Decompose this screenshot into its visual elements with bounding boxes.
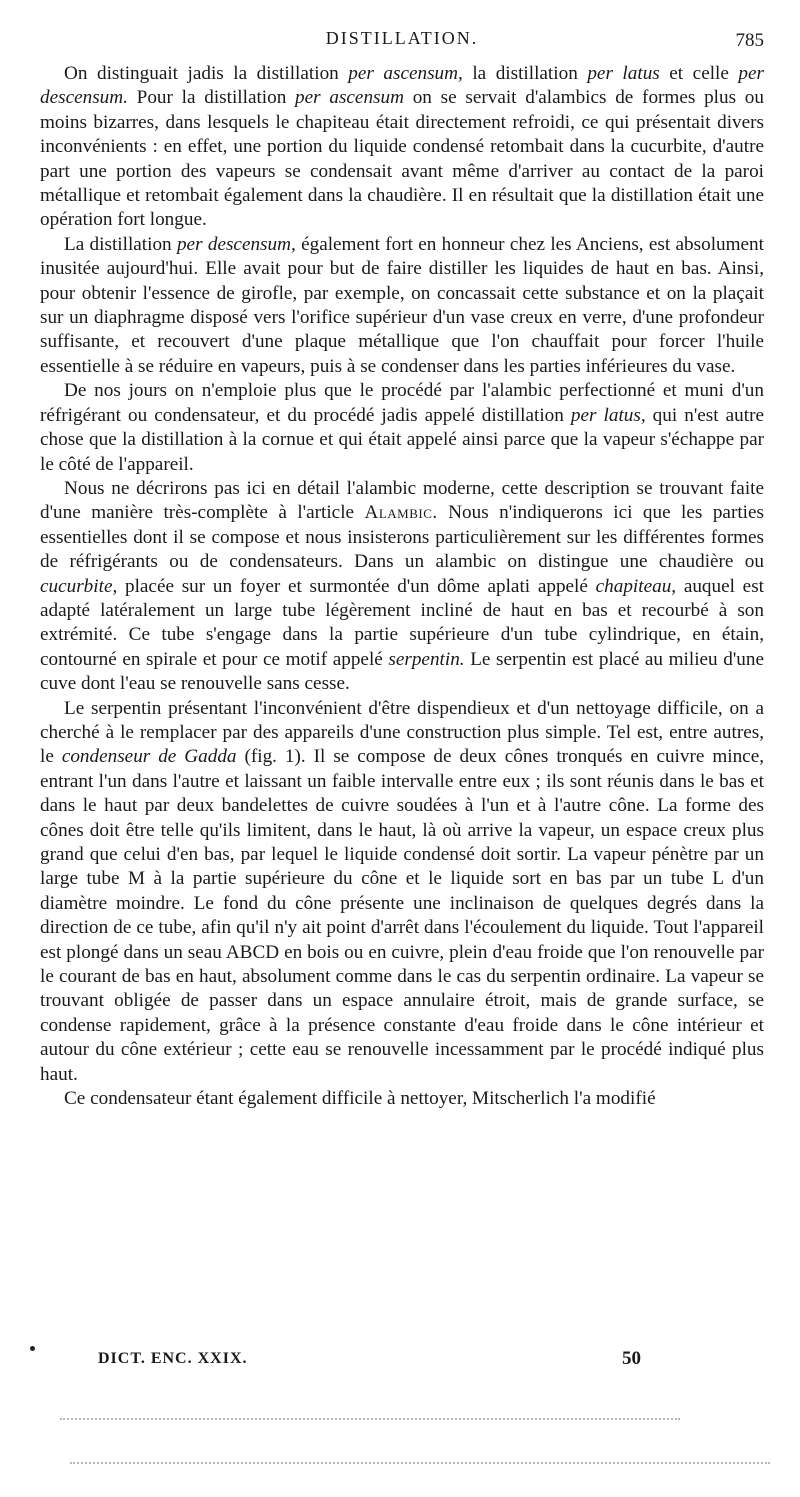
sheet-signature: DICT. ENC. XXIX. [98, 1350, 248, 1367]
italic-run: chapiteau, [595, 575, 677, 597]
italic-run: condenseur de Gadda [61, 746, 237, 768]
text-run: on se servait d'alambics de formes plus ou moins bizarres, dans lesquels le chapiteau était directement refroidi, ce qui présentait divers inconvénients : en effet, une portion du liquide condensé retombait dans la cucurbite, d'autre part une portion des vapeurs se condensait avant même d'arriver au contact de la paroi métallique et retombait également dans la chaudière. Il en résultait que la distillation était une opération fort longue. [40, 87, 764, 231]
text-run: (fig. 1). Il se compose de deux cônes tronqués en cuivre mince, entrant l'un dans l'autre et laissant un faible intervalle entre eux ; ils sont réunis dans le bas et dans le haut par deux bandelettes de cuivre soudées à l'un et à l'autre cône. La forme des cônes doit être telle qu'ils limitent, dans le haut, là où arrive la vapeur, un espace creux plus grand que celui d'en bas, par lequel le liquide condensé doit sortir. La vapeur pénètre par un large tube M à la partie supérieure du cône et le liquide sort en bas par un tube L d'un diamètre moindre. Le fond du cône présente une inclinaison de quelques degrés dans la direction de ce tube, afin qu'il n'y ait point d'arrêt dans l'écoulement du liquide. Tout l'appareil est plongé dans un seau ABCD en bois ou en cuivre, plein d'eau froide que l'on renouvelle par le courant de bas en haut, absolument comme dans le cas du serpentin ordinaire. La vapeur se trouvant obligée de passer dans un espace annulaire étroit, mais de grande surface, se condense rapidement, grâce à la présence constante d'eau froide dans le cône intérieur et autour du cône extérieur ; cette eau se renouvelle incessamment par le procédé indiqué plus haut. [40, 746, 765, 1085]
page-header [40, 28, 764, 58]
running-title: DISTILLATION. [325, 28, 479, 48]
text-run: Pour la distillation [127, 87, 296, 109]
italic-run: cucurbite, [40, 575, 118, 597]
text-run: placée sur un foyer et surmontée d'un dôme aplati appelé [117, 575, 596, 597]
page-number: 785 [735, 30, 764, 51]
italic-run: per descensum. [40, 63, 764, 109]
text-run: De nos jours on n'emploie plus que le procédé par l'alambic perfectionné et muni d'un réfrigérant ou condensateur, et du procédé jadis appelé distillation [40, 380, 764, 426]
text-run: Nous n'indiquerons ici que les parties essentielles dont il se compose et nous insisterons particulièrement sur les différentes formes de réfrigérants ou de condensateurs. Dans un alambic on distingue une chaudière ou [40, 502, 764, 573]
text-run: et celle [659, 63, 739, 84]
margin-dot [30, 1346, 35, 1351]
text-run: Le serpentin est placé au milieu d'une cuve dont l'eau se renouvelle sans cesse. [40, 648, 764, 695]
paragraph-5 [40, 697, 764, 1088]
paragraph-4 [40, 477, 764, 697]
paragraph-2 [40, 233, 764, 379]
text-run: également fort en honneur chez les Anciens, est absolument inusitée aujourd'hui. Elle avait pour but de faire distiller les liquides de haut en bas. Ainsi, pour obtenir l'essence de girofle, par exemple, on concassait cette substance et on la plaçait sur un diaphragme disposé vers l'orifice supérieur d'un vase creux en verre, d'une profondeur suffisante, et recouvert d'une plaque métallique que l'on chauffait pour forcer l'huile essentielle à se réduire en vapeurs, puis à se condenser dans les parties inférieures du vase. [40, 233, 764, 377]
text-run: On distinguait jadis la distillation [64, 63, 349, 84]
italic-run: serpentin. [388, 648, 465, 670]
text-run: Nous ne décrirons pas ici en détail l'alambic moderne, cette description se trouvant faite d'une manière très-complète à l'article [40, 477, 764, 524]
page-footer [40, 1350, 764, 1374]
sheet-number: 50 [622, 1348, 641, 1369]
paragraph-6 [40, 1087, 764, 1111]
text-run: qui n'est autre chose que la distillation à la cornue et qui était appelé ainsi parce que la vapeur s'échappe par le côté de l'appareil. [40, 404, 764, 475]
scan-noise-line [60, 1418, 680, 1420]
italic-run: per descensum, [176, 233, 296, 255]
paragraph-1 [40, 62, 764, 233]
italic-run: per ascensum, [348, 63, 463, 84]
small-caps-run: Alambic. [364, 502, 438, 524]
italic-run: per latus, [570, 404, 646, 426]
paragraph-3 [40, 379, 764, 477]
italic-run: per latus [587, 63, 660, 84]
text-run: auquel est adapté latéralement un large tube légèrement incliné de haut en bas et recourbé à son extrémité. Ce tube s'engage dans la partie supérieure d'un tube cylindrique, en étain, contourné en spirale et pour ce motif appelé [40, 575, 764, 670]
italic-run: per ascensum [295, 87, 404, 109]
scan-noise-line [70, 1462, 770, 1464]
text-run: la distillation [462, 63, 588, 84]
text-run: La distillation [64, 233, 177, 255]
page [40, 28, 764, 1111]
text-run: Le serpentin présentant l'inconvénient d'être dispendieux et d'un nettoyage difficile, on a cherché à le remplacer par des appareils d'une construction plus simple. Tel est, entre autres, le [40, 697, 764, 768]
article-body [40, 62, 764, 1111]
text-run: Ce condensateur étant également difficile à nettoyer, Mitscherlich l'a modifié [64, 1088, 656, 1110]
